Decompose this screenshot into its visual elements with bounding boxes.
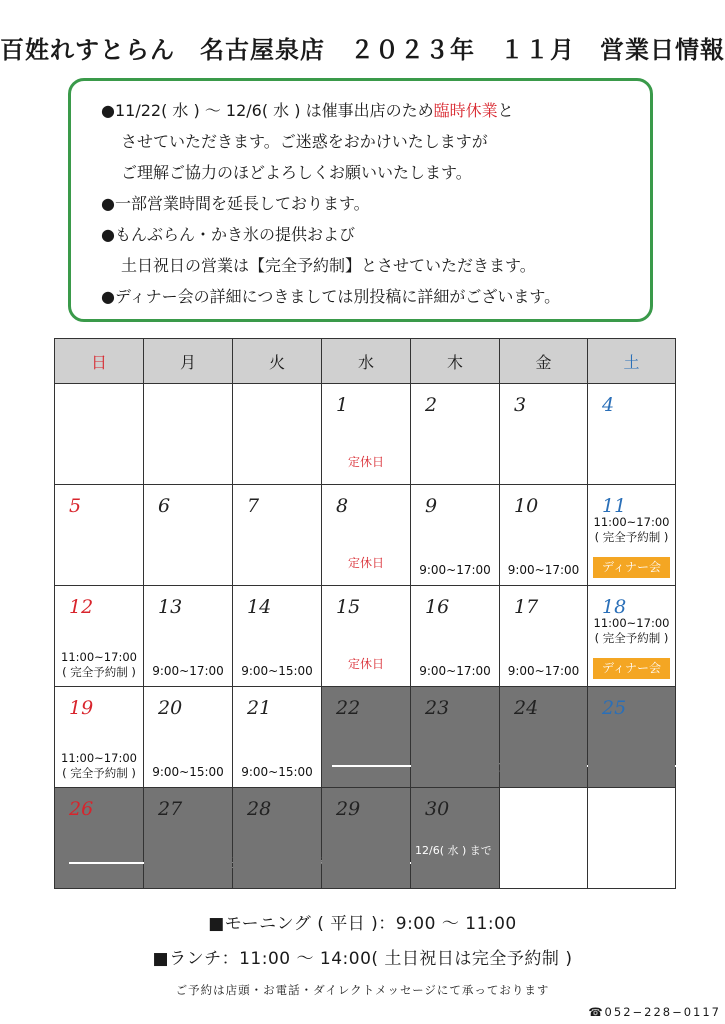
day-number: 4 — [602, 394, 615, 416]
reservation-note: ( 完全予約制 ) — [594, 631, 669, 645]
day-number: 11 — [602, 495, 627, 517]
calendar-week — [55, 788, 676, 889]
calendar-cell — [500, 384, 588, 485]
day-number: 2 — [425, 394, 438, 416]
calendar-cell — [411, 485, 500, 586]
day-number: 22 — [336, 697, 361, 719]
weekday-wed: 水 — [322, 339, 411, 384]
notice-line — [101, 95, 636, 126]
calendar — [54, 338, 676, 889]
day-number: 19 — [69, 697, 94, 719]
calendar-cell — [322, 384, 411, 485]
calendar-week — [55, 586, 676, 687]
day-number: 24 — [514, 697, 539, 719]
weekday-header — [55, 339, 676, 384]
weekday-thu: 木 — [411, 339, 500, 384]
business-hours — [55, 751, 143, 781]
day-number: 17 — [514, 596, 539, 618]
hours-text: 11:00~17:00 — [593, 616, 670, 630]
hours-text: 11:00~17:00 — [61, 650, 137, 664]
notice-text: ●11/22( 水 ) ～ 12/6( 水 ) は催事出店のため — [101, 101, 434, 120]
calendar-cell — [411, 384, 500, 485]
business-hours: 9:00~17:00 — [507, 664, 580, 678]
hours-text: 11:00~17:00 — [593, 515, 670, 529]
calendar-week — [55, 485, 676, 586]
day-number: 16 — [425, 596, 450, 618]
reservation-note: ( 完全予約制 ) — [594, 530, 669, 544]
reservation-info: ご予約は店頭・お電話・ダイレクトメッセージにて承っております — [175, 983, 550, 997]
calendar-cell — [322, 485, 411, 586]
calendar-cell-closed — [55, 788, 144, 889]
day-number: 21 — [247, 697, 272, 719]
business-hours: 9:00~15:00 — [152, 765, 224, 779]
day-number: 7 — [247, 495, 260, 517]
calendar-cell — [55, 485, 144, 586]
day-number: 3 — [514, 394, 527, 416]
dinner-badge: ディナー会 — [593, 557, 670, 578]
calendar-cell-closed — [322, 788, 411, 889]
calendar-cell-closed — [233, 788, 322, 889]
business-hours: 9:00~17:00 — [152, 664, 224, 678]
day-number: 13 — [158, 596, 183, 618]
regular-holiday-label: 定休日 — [347, 455, 384, 469]
notice-text: と — [497, 101, 514, 120]
calendar-cell — [144, 687, 233, 788]
business-hours: 9:00~17:00 — [419, 664, 491, 678]
calendar-cell-closed — [144, 788, 233, 889]
calendar-cell — [144, 485, 233, 586]
day-number: 9 — [425, 495, 438, 517]
reservation-note: ( 完全予約制 ) — [62, 665, 136, 679]
calendar-cell-empty — [588, 788, 676, 889]
weekday-sat: 土 — [588, 339, 676, 384]
calendar-cell — [144, 586, 233, 687]
lunch-hours: ■ランチ：11:00 ～ 14:00( 土日祝日は完全予約制 ) — [152, 949, 573, 969]
calendar-cell-empty — [55, 384, 144, 485]
day-number: 25 — [602, 697, 627, 719]
regular-holiday-label: 定休日 — [347, 657, 384, 671]
day-number: 30 — [425, 798, 450, 820]
business-hours: 9:00~17:00 — [507, 563, 580, 577]
calendar-cell-closed — [322, 687, 411, 788]
day-number: 27 — [158, 798, 183, 820]
day-number: 18 — [602, 596, 627, 618]
notice-line: ご理解ご協力のほどよろしくお願いいたします。 — [121, 163, 472, 182]
day-number: 1 — [336, 394, 349, 416]
business-hours: 9:00~17:00 — [419, 563, 491, 577]
day-number: 26 — [69, 798, 94, 820]
business-hours — [55, 650, 143, 680]
day-number: 10 — [514, 495, 539, 517]
weekday-sun: 日 — [55, 339, 144, 384]
regular-holiday-label: 定休日 — [347, 556, 384, 570]
weekday-mon: 月 — [144, 339, 233, 384]
notice-line: ●もんぶらん・かき氷の提供および — [101, 225, 355, 244]
day-number: 6 — [158, 495, 171, 517]
notice-line: させていただきます。ご迷惑をおかけいたしますが — [121, 132, 488, 151]
hours-text: 11:00~17:00 — [61, 751, 137, 765]
day-number: 5 — [69, 495, 82, 517]
day-number: 20 — [158, 697, 183, 719]
dinner-badge: ディナー会 — [593, 658, 670, 679]
notice-line: ●ディナー会の詳細につきましては別投稿に詳細がございます。 — [101, 287, 561, 306]
calendar-cell-closed — [411, 788, 500, 889]
weekday-tue: 火 — [233, 339, 322, 384]
calendar-cell — [55, 687, 144, 788]
calendar-cell-empty — [144, 384, 233, 485]
weekday-fri: 金 — [500, 339, 588, 384]
calendar-cell — [322, 586, 411, 687]
notice-line: 土日祝日の営業は【完全予約制】とさせていただきます。 — [121, 256, 536, 275]
business-hours — [588, 515, 675, 545]
notice-line: ●一部営業時間を延長しております。 — [101, 194, 370, 213]
morning-hours: ■モーニング ( 平日 )：9:00 ～ 11:00 — [208, 914, 517, 934]
day-number: 29 — [336, 798, 361, 820]
business-hours — [588, 616, 675, 646]
day-number: 12 — [69, 596, 94, 618]
calendar-cell — [233, 485, 322, 586]
calendar-cell-empty — [500, 788, 588, 889]
calendar-cell — [500, 485, 588, 586]
calendar-cell — [500, 586, 588, 687]
business-hours: 9:00~15:00 — [241, 664, 313, 678]
calendar-cell-closed — [500, 687, 588, 788]
calendar-cell — [233, 687, 322, 788]
notice-box — [68, 78, 653, 322]
calendar-week — [55, 687, 676, 788]
calendar-cell — [588, 384, 676, 485]
calendar-cell — [55, 586, 144, 687]
closed-until-label: 12/6( 水 ) まで — [415, 844, 492, 857]
reservation-note: ( 完全予約制 ) — [62, 766, 136, 780]
notice-highlight: 臨時休業 — [433, 101, 498, 120]
calendar-cell-closed — [588, 687, 676, 788]
day-number: 15 — [336, 596, 361, 618]
calendar-week — [55, 384, 676, 485]
day-number: 23 — [425, 697, 450, 719]
calendar-cell — [411, 586, 500, 687]
day-number: 14 — [247, 596, 272, 618]
business-hours: 9:00~15:00 — [241, 765, 313, 779]
calendar-cell-closed — [411, 687, 500, 788]
calendar-cell — [588, 586, 676, 687]
calendar-cell — [588, 485, 676, 586]
page-title: 百姓れすとらん 名古屋泉店 ２０２３年 １１月 営業日情報 — [0, 36, 725, 64]
day-number: 8 — [336, 495, 349, 517]
calendar-cell — [233, 586, 322, 687]
phone-number: ☎052−228−0117 — [588, 1005, 721, 1019]
calendar-cell-empty — [233, 384, 322, 485]
day-number: 28 — [247, 798, 272, 820]
